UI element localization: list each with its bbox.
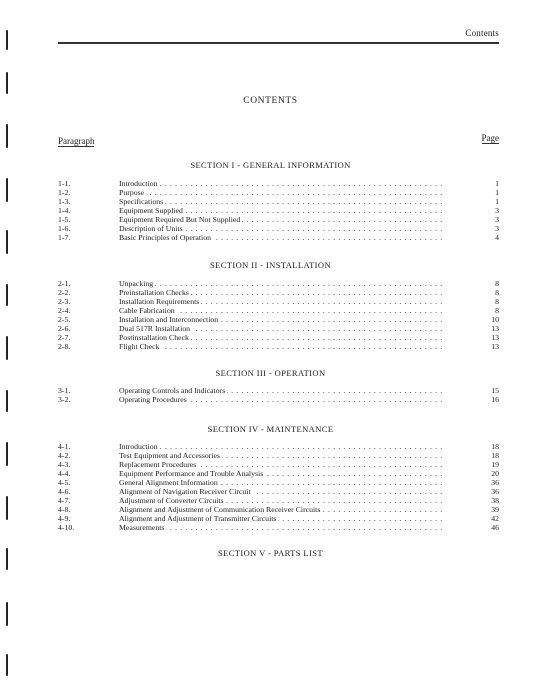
toc-entry-number: 1-6. <box>58 224 71 233</box>
toc-entry-title: Operating Procedures <box>119 395 187 404</box>
toc-entry-number: 1-3. <box>58 197 71 206</box>
toc-entry-title-leader <box>119 442 445 451</box>
toc-entry-title: Specifications <box>119 197 164 206</box>
toc-entry-title: Unpacking <box>119 279 154 288</box>
toc-entry-title: Postinstallation Check <box>119 333 189 342</box>
toc-entry-page: 18 <box>491 451 499 460</box>
toc-entry-page: 1 <box>495 188 499 197</box>
toc-section-list <box>0 386 541 404</box>
toc-entry-page: 8 <box>495 306 499 315</box>
toc-entry[interactable] <box>0 324 541 333</box>
toc-entry[interactable] <box>0 460 541 469</box>
toc-entry-title: Introduction <box>119 442 158 451</box>
toc-entry-title: Adjustment of Converter Circuits <box>119 496 224 505</box>
toc-entry-page: 3 <box>495 206 499 215</box>
toc-entry[interactable] <box>0 224 541 233</box>
toc-entry-title: Test Equipment and Accessories <box>119 451 221 460</box>
toc-entry-title-leader <box>119 487 445 496</box>
toc-entry-number: 4-10. <box>58 523 75 532</box>
toc-entry-page: 36 <box>491 487 499 496</box>
toc-entry-title-leader <box>119 333 445 342</box>
toc-entry-title-leader <box>119 324 445 333</box>
toc-entry[interactable] <box>0 206 541 215</box>
toc-entry-page: 19 <box>491 460 499 469</box>
toc-entry-title-leader <box>119 297 445 306</box>
toc-entry-title: Cable Fabrication <box>119 306 175 315</box>
toc-entry-title: Alignment and Adjustment of Communication Receiver Circuits <box>119 505 321 514</box>
toc-entry-number: 2-5. <box>58 315 71 324</box>
toc-entry-title: Equipment Performance and Trouble Analysis <box>119 469 264 478</box>
toc-entry-page: 1 <box>495 197 499 206</box>
toc-entry[interactable] <box>0 469 541 478</box>
toc-entry[interactable] <box>0 514 541 523</box>
toc-entry[interactable] <box>0 342 541 351</box>
toc-entry-page: 36 <box>491 478 499 487</box>
section-heading: SECTION III - OPERATION <box>215 368 326 378</box>
toc-entry-number: 2-6. <box>58 324 71 333</box>
toc-entry-number: 3-1. <box>58 386 71 395</box>
toc-entry-title: Purpose <box>119 188 145 197</box>
toc-entry-title-leader <box>119 279 445 288</box>
toc-entry-title: Replacement Procedures <box>119 460 197 469</box>
toc-entry-page: 3 <box>495 224 499 233</box>
toc-entry-number: 3-2. <box>58 395 71 404</box>
toc-entry-title-leader <box>119 206 445 215</box>
toc-entry-title-leader <box>119 233 445 242</box>
toc-entry-title: Dual 517R Installation <box>119 324 191 333</box>
section-heading: SECTION I - GENERAL INFORMATION <box>190 160 351 170</box>
toc-entry-title: Flight Check <box>119 342 160 351</box>
toc-entry-page: 10 <box>491 315 499 324</box>
toc-entry-page: 13 <box>491 342 499 351</box>
toc-entry[interactable] <box>0 496 541 505</box>
toc-entry[interactable] <box>0 288 541 297</box>
toc-entry-number: 4-8. <box>58 505 71 514</box>
toc-entry[interactable] <box>0 188 541 197</box>
toc-entry-number: 2-4. <box>58 306 71 315</box>
section-heading: SECTION IV - MAINTENANCE <box>207 424 334 434</box>
running-head: Contents <box>465 28 499 38</box>
toc-entry-page: 15 <box>491 386 499 395</box>
toc-entry-title-leader <box>119 342 445 351</box>
toc-entry-number: 4-2. <box>58 451 71 460</box>
toc-entry-title: Operating Controls and Indicators <box>119 386 226 395</box>
toc-entry-title: Equipment Required But Not Supplied <box>119 215 241 224</box>
toc-entry-number: 2-8. <box>58 342 71 351</box>
page-title: CONTENTS <box>243 96 298 106</box>
toc-entry[interactable] <box>0 279 541 288</box>
toc-entry-number: 1-2. <box>58 188 71 197</box>
toc-entry-page: 16 <box>491 395 499 404</box>
toc-entry[interactable] <box>0 179 541 188</box>
toc-section-list <box>0 279 541 351</box>
toc-entry-page: 46 <box>491 523 499 532</box>
toc-entry-number: 4-6. <box>58 487 71 496</box>
toc-entry-page: 38 <box>491 496 499 505</box>
toc-entry-page: 1 <box>495 179 499 188</box>
toc-section-list <box>0 442 541 532</box>
toc-entry-title-leader <box>119 197 445 206</box>
binding-marks <box>6 30 12 690</box>
toc-entry-number: 4-1. <box>58 442 71 451</box>
toc-entry[interactable] <box>0 395 541 404</box>
toc-entry-number: 4-4. <box>58 469 71 478</box>
toc-entry-number: 2-1. <box>58 279 71 288</box>
toc-entry-page: 20 <box>491 469 499 478</box>
toc-entry-page: 42 <box>491 514 499 523</box>
toc-entry-number: 1-5. <box>58 215 71 224</box>
toc-entry-number: 1-7. <box>58 233 71 242</box>
toc-entry-title: General Alignment Information <box>119 478 218 487</box>
toc-entry-title-leader <box>119 451 445 460</box>
toc-entry-title-leader <box>119 514 445 523</box>
toc-entry-title-leader <box>119 386 445 395</box>
toc-entry-title-leader <box>119 460 445 469</box>
toc-entry-title-leader <box>119 469 445 478</box>
toc-entry-title-leader <box>119 505 445 514</box>
toc-entry-title-leader <box>119 478 445 487</box>
toc-entry[interactable] <box>0 333 541 342</box>
toc-entry[interactable] <box>0 315 541 324</box>
toc-entry-page: 13 <box>491 324 499 333</box>
toc-entry-title-leader <box>119 306 445 315</box>
toc-entry-page: 13 <box>491 333 499 342</box>
toc-entry[interactable] <box>0 306 541 315</box>
toc-entry-page: 18 <box>491 442 499 451</box>
toc-entry[interactable] <box>0 297 541 306</box>
toc-entry-page: 4 <box>495 233 499 242</box>
paragraph-column-header: Paragraph <box>58 136 95 146</box>
toc-entry-number: 4-7. <box>58 496 71 505</box>
toc-entry-title: Basic Principles of Operation <box>119 233 212 242</box>
toc-entry-number: 2-3. <box>58 297 71 306</box>
toc-entry-number: 4-3. <box>58 460 71 469</box>
toc-entry-page: 8 <box>495 279 499 288</box>
toc-entry-title: Equipment Supplied <box>119 206 183 215</box>
toc-entry-title-leader <box>119 315 445 324</box>
toc-entry-page: 3 <box>495 215 499 224</box>
toc-entry-title: Introduction <box>119 179 158 188</box>
toc-entry-title: Installation Requirements <box>119 297 200 306</box>
toc-entry-title-leader <box>119 523 445 532</box>
header-rule <box>58 42 499 44</box>
toc-entry-number: 4-9. <box>58 514 71 523</box>
toc-entry-title-leader <box>119 395 445 404</box>
toc-entry-number: 2-7. <box>58 333 71 342</box>
toc-entry-title: Installation and Interconnection <box>119 315 219 324</box>
toc-entry-title-leader <box>119 224 445 233</box>
toc-entry-title-leader <box>119 188 445 197</box>
toc-entry-number: 1-4. <box>58 206 71 215</box>
toc-entry[interactable] <box>0 478 541 487</box>
toc-entry[interactable] <box>0 505 541 514</box>
toc-entry-title: Alignment and Adjustment of Transmitter Circuits <box>119 514 277 523</box>
toc-entry-title-leader <box>119 215 445 224</box>
toc-entry-title: Description of Units <box>119 224 183 233</box>
toc-entry-title-leader <box>119 288 445 297</box>
toc-entry-title-leader <box>119 496 445 505</box>
toc-entry[interactable] <box>0 197 541 206</box>
toc-entry-number: 4-5. <box>58 478 71 487</box>
toc-entry-number: 2-2. <box>58 288 71 297</box>
toc-entry-page: 8 <box>495 288 499 297</box>
toc-section-list <box>0 179 541 242</box>
toc-entry[interactable] <box>0 233 541 242</box>
section-heading: SECTION V - PARTS LIST <box>218 548 323 558</box>
page-column-header: Page <box>481 133 499 143</box>
toc-entry-title-leader <box>119 179 445 188</box>
toc-entry-page: 8 <box>495 297 499 306</box>
toc-entry[interactable] <box>0 523 541 532</box>
toc-entry[interactable] <box>0 451 541 460</box>
section-heading: SECTION II - INSTALLATION <box>210 260 331 270</box>
toc-entry[interactable] <box>0 442 541 451</box>
toc-entry[interactable] <box>0 386 541 395</box>
toc-entry-page: 39 <box>491 505 499 514</box>
toc-entry-title: Preinstallation Checks <box>119 288 189 297</box>
toc-entry-number: 1-1. <box>58 179 71 188</box>
toc-entry[interactable] <box>0 487 541 496</box>
toc-entry-title: Alignment of Navigation Receiver Circuit <box>119 487 251 496</box>
toc-entry[interactable] <box>0 215 541 224</box>
toc-entry-title: Measurements <box>119 523 165 532</box>
